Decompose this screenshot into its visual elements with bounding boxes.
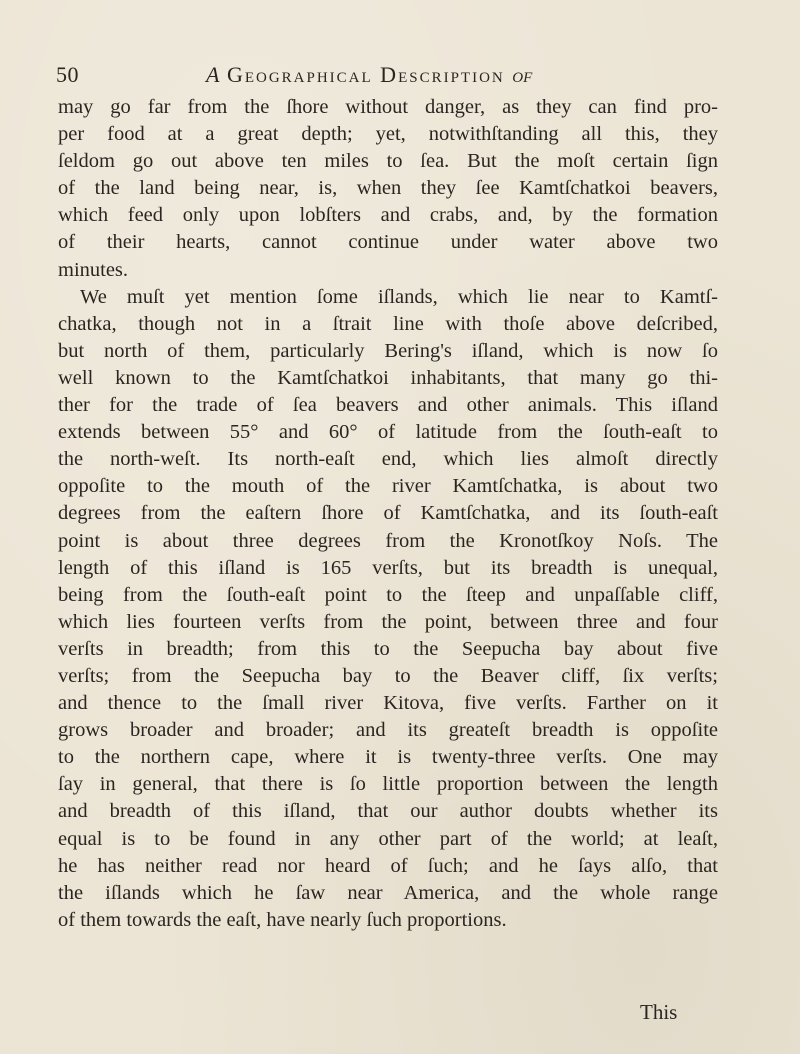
text-line: grows broader and broader; and its greateſt breadth is oppoſite	[58, 719, 718, 742]
text-line: may go far from the ſhore without danger, as they can find pro-	[58, 96, 718, 118]
text-line: but north of them, particularly Bering's iſland, which is now ſo	[58, 339, 718, 362]
text-line: equal is to be found in any other part of the world; at leaſt,	[58, 827, 718, 850]
running-title-prefix: A	[206, 62, 220, 87]
text-line: and thence to the ſmall river Kitova, five verſts. Farther on it	[58, 692, 718, 715]
text-line: extends between 55° and 60° of latitude from the ſouth-eaſt to	[58, 421, 718, 444]
catchword: This	[640, 1000, 678, 1024]
running-title-suffix: of	[512, 62, 533, 87]
text-line: oppoſite to the mouth of the river Kamtſchatka, is about two	[58, 475, 718, 498]
body-text	[58, 94, 718, 934]
text-line: the north-weſt. Its north-eaſt end, which lies almoſt directly	[58, 448, 718, 471]
text-line: which feed only upon lobſters and crabs, and, by the formation	[58, 204, 718, 227]
running-title-main: Geographical Description	[226, 62, 505, 87]
text-line: ther for the trade of ſea beavers and other animals. This iſland	[58, 394, 718, 417]
text-line: of the land being near, is, when they ſee Kamtſchatkoi beavers,	[58, 177, 718, 200]
text-line: well known to the Kamtſchatkoi inhabitants, that many go thi-	[58, 366, 718, 389]
text-line: and breadth of this iſland, that our author doubts whether its	[58, 800, 718, 823]
text-line: verſts; from the Seepucha bay to the Beaver cliff, ſix verſts;	[58, 664, 718, 687]
text-line: point is about three degrees from the Kronotſkoy Noſs. The	[58, 529, 718, 552]
text-line: of them towards the eaſt, have nearly ſuch proportions.	[58, 908, 507, 931]
text-line: of their hearts, cannot continue under water above two	[58, 231, 718, 254]
text-line: being from the ſouth-eaſt point to the ſteep and unpaſſable cliff,	[58, 583, 718, 606]
text-line: verſts in breadth; from this to the Seepucha bay about five	[58, 637, 718, 660]
text-line: We muſt yet mention ſome iſlands, which lie near to Kamtſ-	[80, 285, 718, 308]
text-line: degrees from the eaſtern ſhore of Kamtſchatka, and its ſouth-eaſt	[58, 502, 718, 525]
text-line: the iſlands which he ſaw near America, and the whole range	[58, 881, 718, 904]
text-line: length of this iſland is 165 verſts, but its breadth is unequal,	[58, 556, 718, 579]
page-header	[56, 62, 676, 92]
text-line: he has neither read nor heard of ſuch; and he ſays alſo, that	[58, 854, 718, 877]
text-line: ſay in general, that there is ſo little proportion between the length	[58, 773, 718, 796]
text-line: chatka, though not in a ſtrait line with thoſe above deſcribed,	[58, 312, 718, 335]
text-line: which lies fourteen verſts from the point, between three and four	[58, 610, 718, 633]
text-line: ſeldom go out above ten miles to ſea. But the moſt certain ſign	[58, 150, 718, 173]
running-title	[206, 62, 532, 88]
text-line: minutes.	[58, 258, 129, 281]
text-line: per food at a great depth; yet, notwithſtanding all this, they	[58, 123, 718, 146]
text-line: to the northern cape, where it is twenty-three verſts. One may	[58, 746, 718, 769]
page-number: 50	[56, 62, 79, 87]
